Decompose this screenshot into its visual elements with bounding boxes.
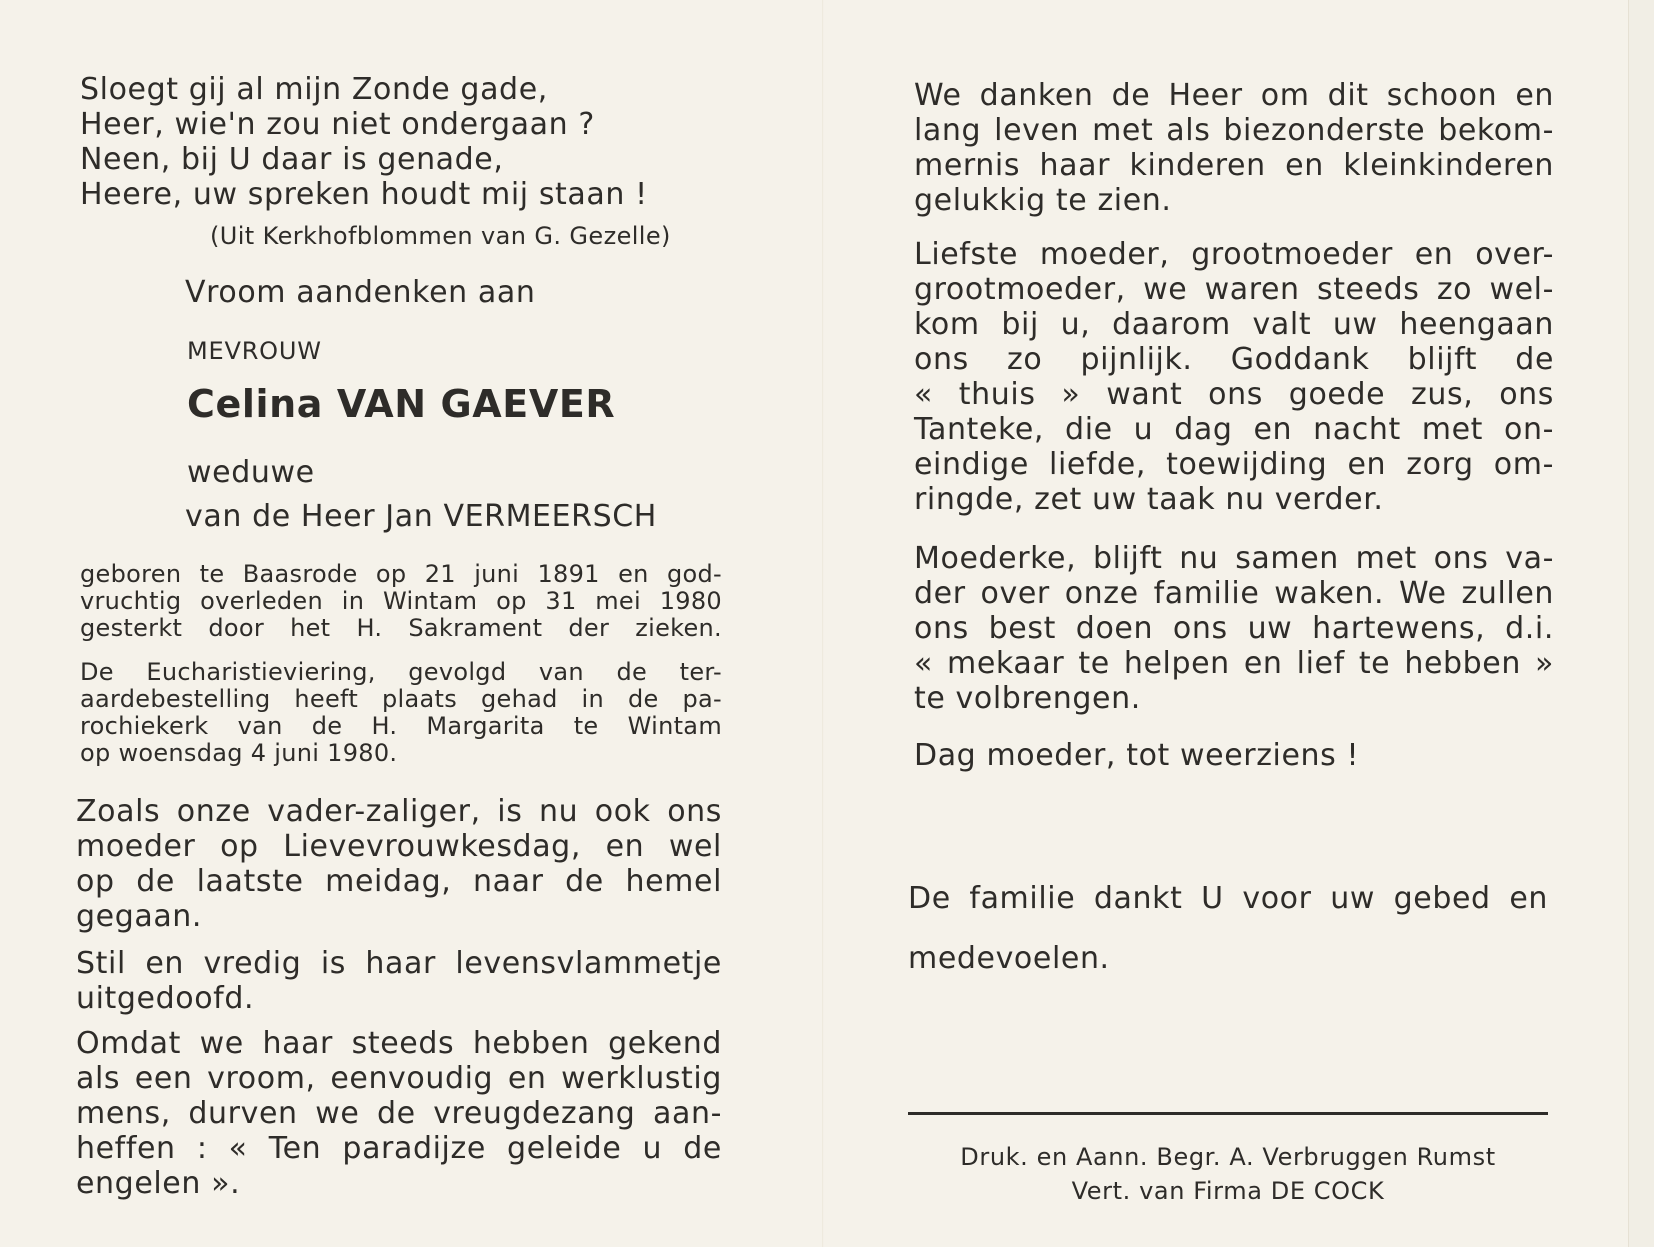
printer-credit: Druk. en Aann. Begr. A. Verbruggen Rumst: [960, 1143, 1496, 1171]
paragraph-line: lang leven met als biezonderste bekom-: [914, 113, 1554, 148]
paragraph-line: Liefste moeder, grootmoeder en over-: [914, 237, 1554, 272]
service-line: op woensdag 4 juni 1980.: [80, 739, 398, 767]
thanks-line: medevoelen.: [908, 941, 1110, 976]
poem-line: Neen, bij U daar is genade,: [80, 142, 504, 177]
paragraph-line: gelukkig te zien.: [914, 183, 1172, 218]
in-memory-heading: Vroom aandenken aan: [185, 275, 536, 310]
deceased-name: Celina VAN GAEVER: [187, 382, 616, 426]
card-fold: [822, 0, 824, 1247]
widow-label: weduwe: [187, 455, 315, 490]
paragraph-line: Moederke, blijft nu samen met ons va-: [914, 541, 1554, 576]
service-line: De Eucharistieviering, gevolgd van de ter-: [80, 658, 722, 686]
paragraph-line: gegaan.: [76, 899, 203, 934]
birth-line: geboren te Baasrode op 21 juni 1891 en god-: [80, 560, 722, 588]
birth-line: gesterkt door het H. Sakrament der zieken.: [80, 614, 722, 642]
poem-source: (Uit Kerkhofblommen van G. Gezelle): [210, 222, 671, 250]
paragraph-line: op de laatste meidag, naar de hemel: [76, 864, 722, 899]
service-line: rochiekerk van de H. Margarita te Wintam: [80, 712, 722, 740]
poem-line: Heer, wie'n zou niet ondergaan ?: [80, 107, 595, 142]
paragraph-line: grootmoeder, we waren steeds zo wel-: [914, 272, 1554, 307]
paragraph-line: « thuis » want ons goede zus, ons: [914, 377, 1554, 412]
paragraph-line: mernis haar kinderen en kleinkinderen: [914, 148, 1554, 183]
paragraph-line: « mekaar te helpen en lief te hebben »: [914, 646, 1554, 681]
paragraph-line: We danken de Heer om dit schoon en: [914, 78, 1554, 113]
paragraph-line: heffen : « Ten paradijze geleide u de: [76, 1131, 722, 1166]
paragraph-line: eindige liefde, toewijding en zorg om-: [914, 447, 1554, 482]
printer-credit: Vert. van Firma DE COCK: [1071, 1177, 1385, 1205]
poem-line: Heere, uw spreken houdt mij staan !: [80, 177, 648, 212]
birth-line: vruchtig overleden in Wintam op 31 mei 1980: [80, 587, 722, 615]
paragraph-line: mens, durven we de vreugdezang aan-: [76, 1096, 722, 1131]
paragraph-line: ons zo pijnlijk. Goddank blijft de: [914, 342, 1554, 377]
paragraph-line: Omdat we haar steeds hebben gekend: [76, 1026, 722, 1061]
husband-name: van de Heer Jan VERMEERSCH: [185, 499, 657, 534]
paragraph-line: Stil en vredig is haar levensvlammetje: [76, 946, 722, 981]
honorific: MEVROUW: [187, 337, 322, 365]
paragraph-line: Tanteke, die u dag en nacht met on-: [914, 412, 1554, 447]
paragraph-line: ons best doen ons uw hartewens, d.i.: [914, 611, 1554, 646]
thanks-line: De familie dankt U voor uw gebed en: [908, 881, 1548, 916]
paragraph-line: als een vroom, eenvoudig en werklustig: [76, 1061, 722, 1096]
paragraph-line: ringde, zet uw taak nu verder.: [914, 482, 1384, 517]
poem-line: Sloegt gij al mijn Zonde gade,: [80, 72, 548, 107]
paragraph-line: der over onze familie waken. We zullen: [914, 576, 1554, 611]
paragraph-line: te volbrengen.: [914, 681, 1141, 716]
divider-rule: [908, 1112, 1548, 1115]
farewell-line: Dag moeder, tot weerziens !: [914, 738, 1360, 773]
paragraph-line: uitgedoofd.: [76, 981, 255, 1016]
paragraph-line: engelen ».: [76, 1166, 241, 1201]
paragraph-line: kom bij u, daarom valt uw heengaan: [914, 307, 1554, 342]
paragraph-line: Zoals onze vader-zaliger, is nu ook ons: [76, 794, 722, 829]
paragraph-line: moeder op Lievevrouwkesdag, en wel: [76, 829, 722, 864]
service-line: aardebestelling heeft plaats gehad in de pa-: [80, 685, 722, 713]
card-edge: [1628, 0, 1654, 1247]
